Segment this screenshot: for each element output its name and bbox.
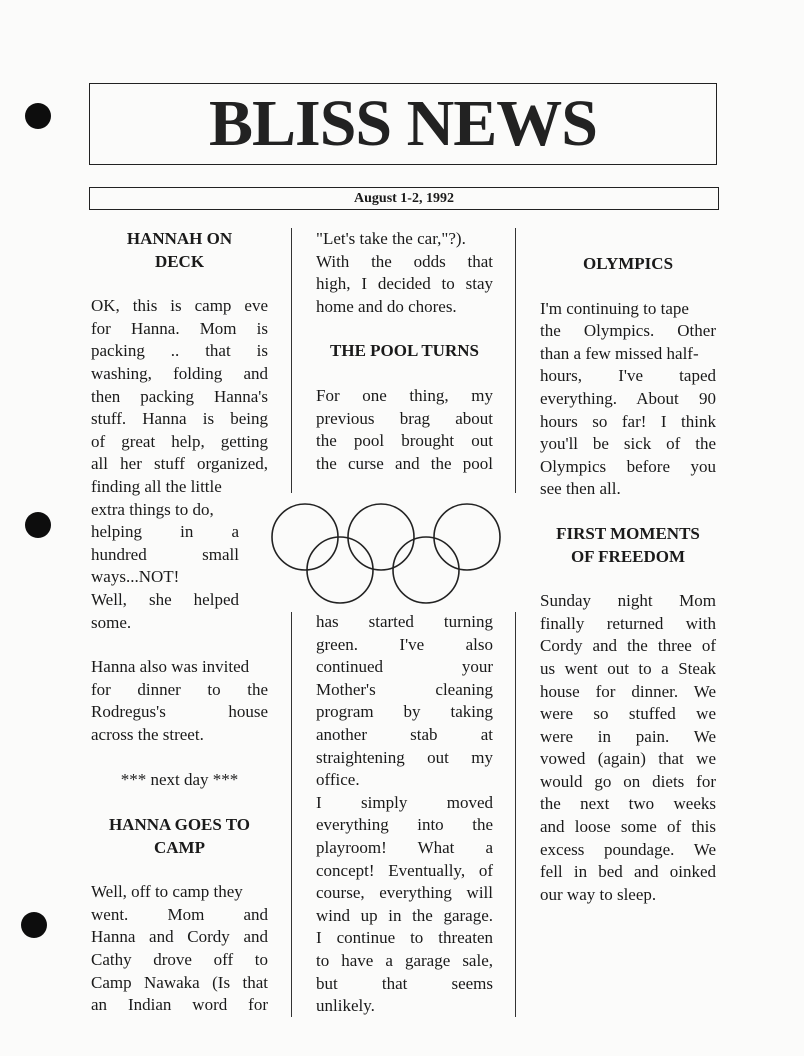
masthead (89, 83, 717, 165)
column-2-upper (316, 228, 493, 475)
headline-olympics: OLYMPICS (582, 254, 674, 273)
ring-top-left (272, 504, 338, 570)
headline-hannah-on-deck: HANNAH ON DECK (126, 229, 233, 271)
column-2-lower: has started turning green. I've also continued your Mother's cleaning program by taking another stab at straightening out my office. I simply moved everything into the playroom! What a concept! Eventually, of course, everything will wind up in the garage. I continue to threaten to have a garage sale, but that seems unlikely. (316, 612, 493, 1016)
binder-hole-bottom (21, 912, 47, 938)
divider-right-upper (515, 228, 516, 493)
olympic-rings-illustration (268, 500, 504, 606)
ring-bottom-right (393, 537, 459, 603)
headline-the-pool-turns: THE POOL TURNS (330, 341, 479, 361)
column-3 (540, 253, 716, 906)
ring-top-middle (348, 504, 414, 570)
divider-left-upper (291, 228, 292, 493)
divider-right-lower (515, 612, 516, 1017)
binder-hole-middle (25, 512, 51, 538)
article-chores-continued: "Let's take the car,"?). With the odds that high, I decided to stay home and do chores. (316, 229, 493, 316)
column-1 (91, 228, 268, 1017)
headline-hanna-goes-to-camp: HANNA GOES TO CAMP (108, 815, 251, 857)
binder-hole-top (25, 103, 51, 129)
article-hannah-on-deck: OK, this is camp eve for Hanna. Mom is packing .. that is washing, folding and then packing Hanna's stuff. Hanna is being of great help, getting all her stuff organized, finding all the little extra things to do, helping in a hundred small ways...NOT! Well, she helped some. (91, 296, 268, 632)
article-the-pool-turns: For one thing, my previous brag about the pool brought out the curse and the pool (316, 385, 493, 473)
article-first-moments-of-freedom: Sunday night Mom finally returned with Cordy and the three of us went out to a Steak house for dinner. We were so stuffed we were in pain. We vowed (again) that we would go on diets for the next two weeks and loose some of this excess poundage. We fell in bed and oinked our way to sleep. (540, 591, 716, 904)
section-separator: *** next day *** (120, 770, 239, 790)
dateline (89, 187, 719, 210)
article-hanna-goes-to-camp: Well, off to camp they went. Mom and Hanna and Cordy and Cathy drove off to Camp Nawaka (Is that an Indian word for (91, 882, 268, 1015)
masthead-title: BLISS NEWS (208, 87, 598, 160)
article-olympics: I'm continuing to tape the Olympics. Other than a few missed half- hours, I've taped everything. About 90 hours so far! I think you'll be sick of the Olympics before you see then all. (540, 298, 716, 499)
article-dinner-invite: Hanna also was invited for dinner to the Rodregus's house across the street. (91, 657, 268, 744)
ring-top-right (434, 504, 500, 570)
dateline-text: August 1-2, 1992 (354, 190, 454, 206)
divider-left-lower (291, 612, 292, 1017)
ring-bottom-left (307, 537, 373, 603)
headline-first-moments-of-freedom: FIRST MOMENTS OF FREEDOM (556, 523, 700, 566)
